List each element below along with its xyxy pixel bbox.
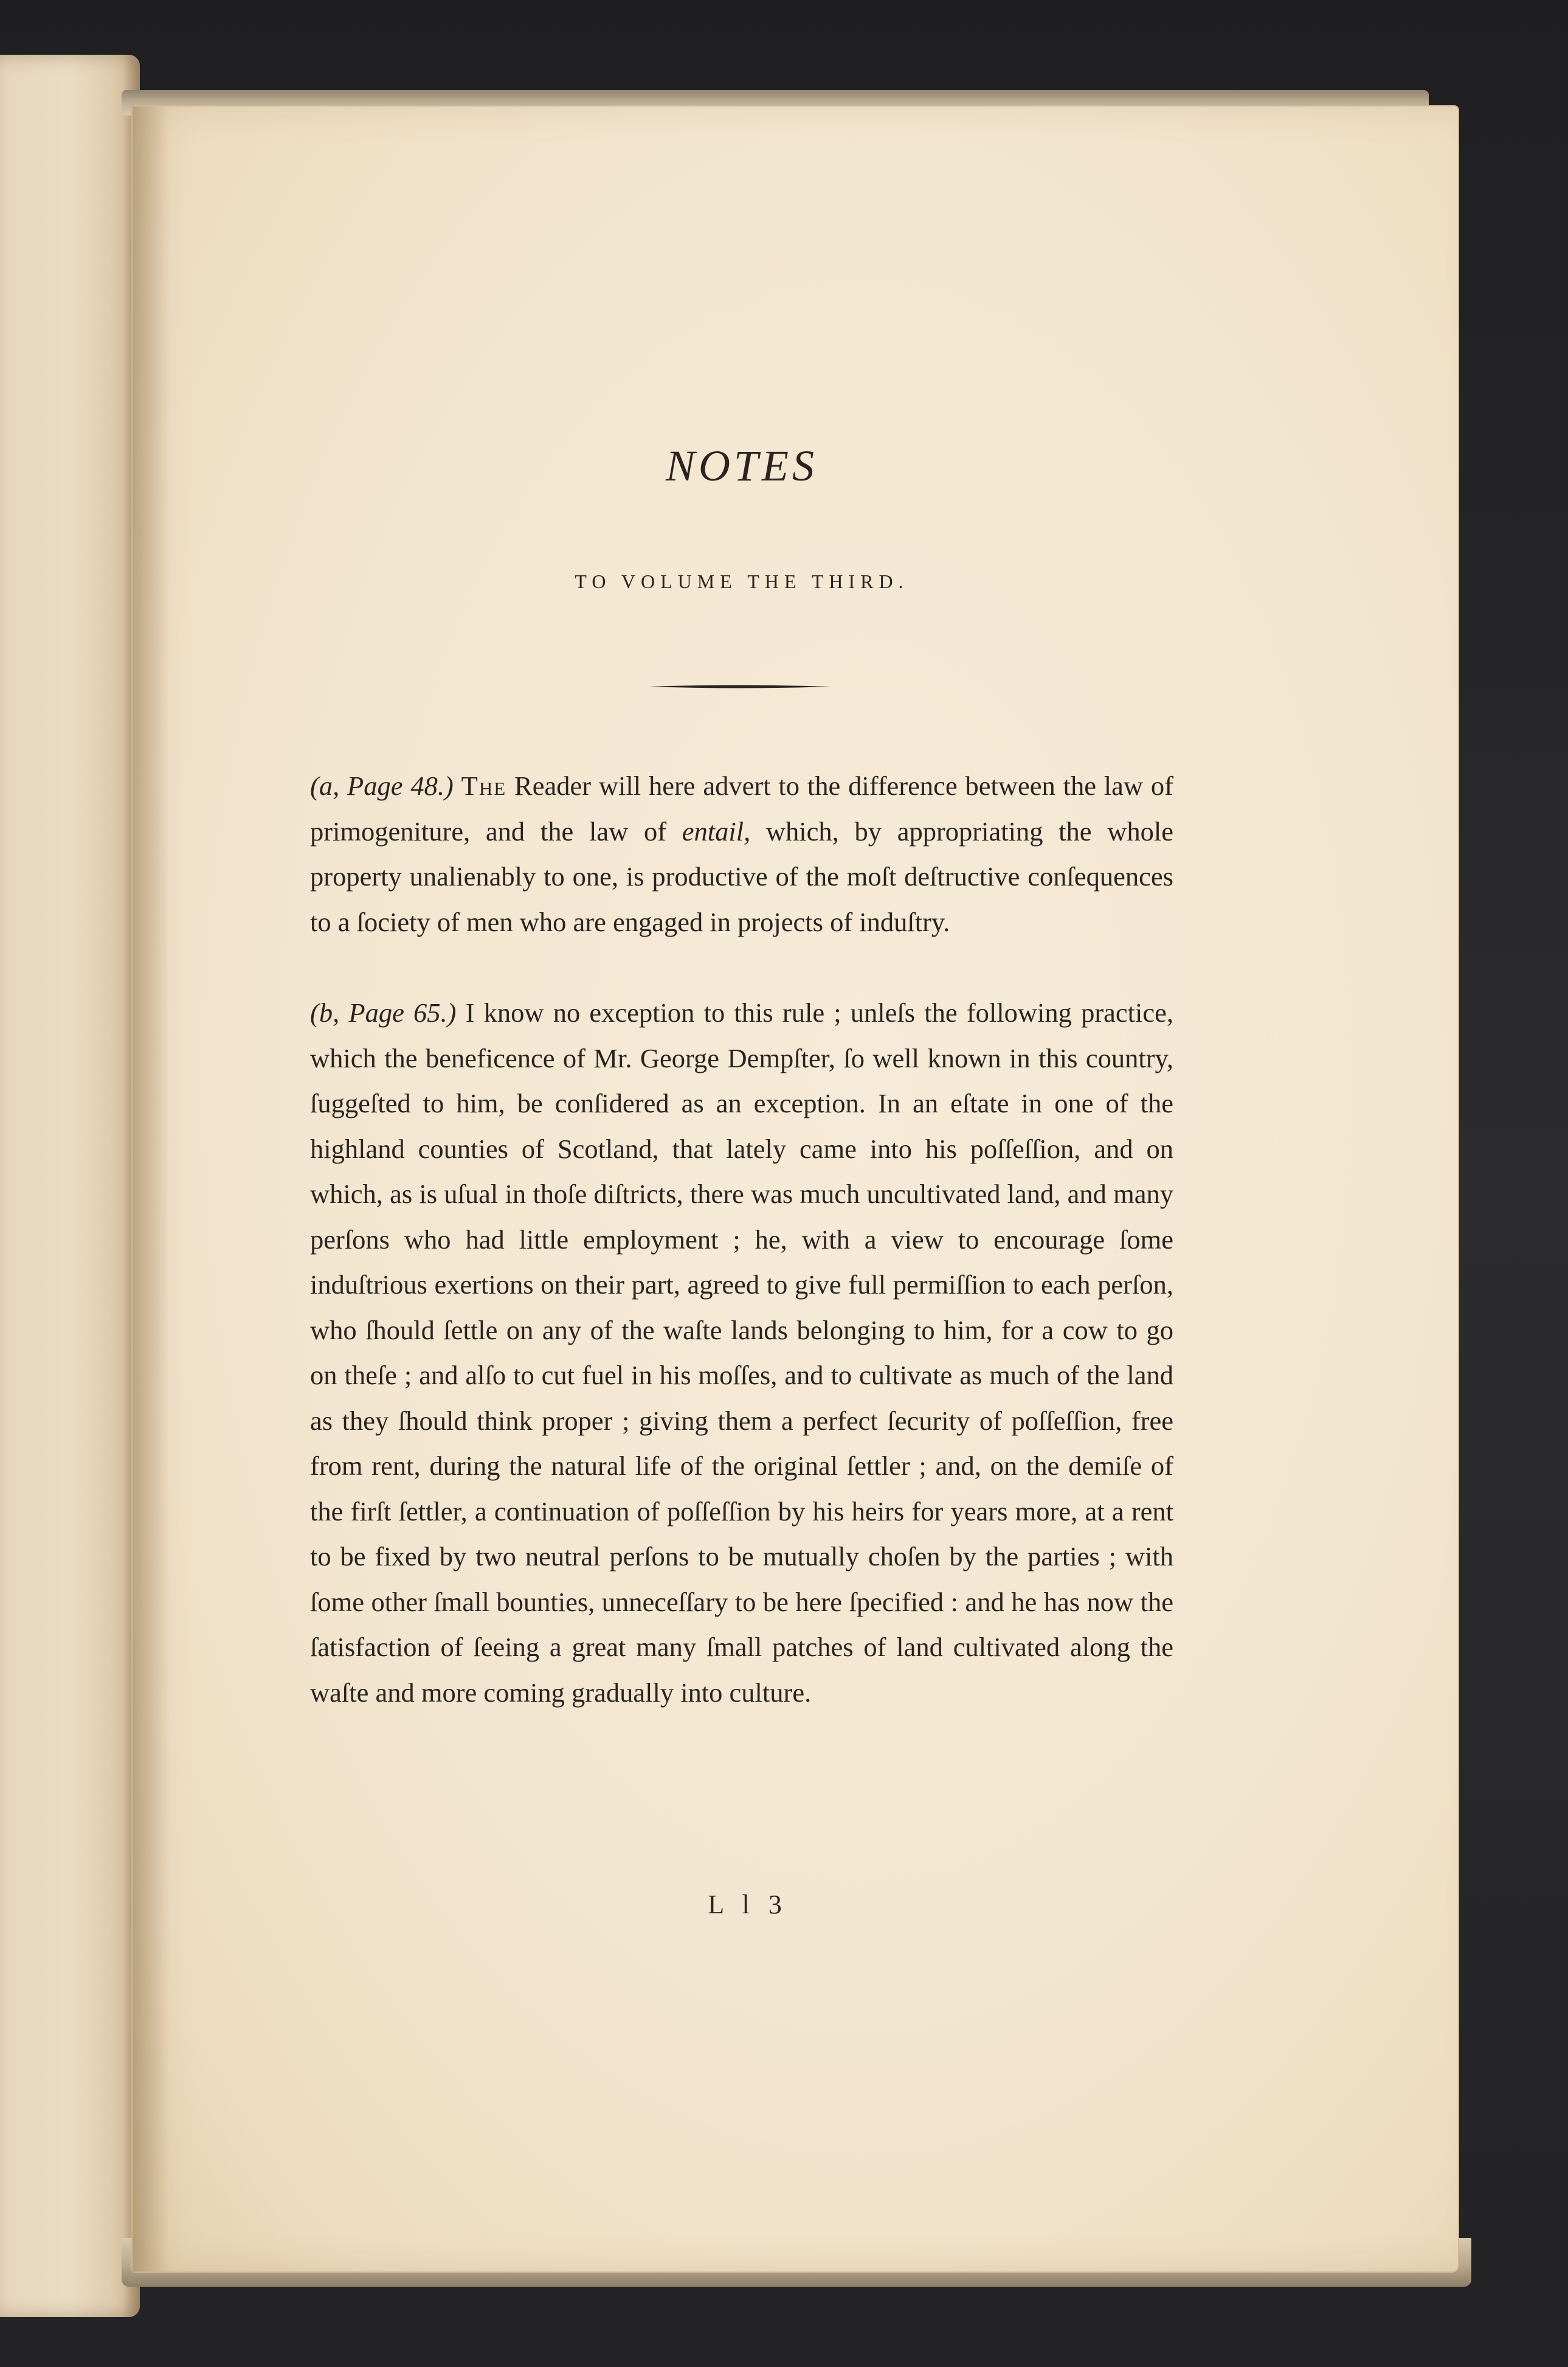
note-a-lead: The — [461, 771, 507, 801]
note-b-text: I know no exception to this rule ; unleſs the following practice, which the beneficence of Mr. George Dempſter, ſo well known in this country, ſuggeſted to him, be conſidered as an exception. In an eſtate in one of the highland counties of Scotland, that lately came into his poſſeſſion, and on which, as is uſual in thoſe diſtricts, there was much uncultivated land, and many perſons who had little employment ; he, with a view to encourage ſome induſtrious exertions on their part, agreed to give full permiſſion to each perſon, who ſhould ſettle on any of the waſte lands belonging to him, for a cow to go on theſe ; and alſo to cut fuel in his moſſes, and to cultivate as much of the land as they ſhould think proper ; giving them a perfect ſecurity of poſſeſſion, free from rent, during the natural life of the original ſettler ; and, on the demiſe of the firſt ſettler, a continuation of poſſeſſion by his heirs for years more, at a rent to be fixed by two neutral perſons to be mutually choſen by the parties ; with ſome other ſmall bounties, unneceſſary to be here ſpecified : and he has now the ſatisfaction of ſeeing a great many ſmall patches of land cultivated along the waſte and more coming gradually into culture. — [310, 997, 1174, 1708]
note-a-reference: (a, Page 48.) — [310, 771, 454, 801]
note-a-text-before: Reader will here advert to the difference between the law of primogeniture, and the law of — [310, 771, 1173, 847]
note-a-emphasis: entail, — [682, 816, 751, 847]
page-gutter-shadow — [133, 106, 169, 2272]
page-title: NOTES — [665, 442, 818, 490]
page-subtitle: TO VOLUME THE THIRD. — [575, 570, 909, 592]
left-page-edge — [0, 55, 140, 2317]
note-b-reference: (b, Page 65.) — [310, 997, 457, 1028]
signature-mark: L l 3 — [708, 1890, 788, 1919]
ornamental-rule — [648, 684, 831, 690]
note-b — [310, 990, 1173, 1715]
note-a — [310, 763, 1173, 944]
note-a-text-after: which, by appropriating the whole property unalienably to one, is productive of the moſt deſtructive conſequences to a ſociety of men who are engaged in projects of induſtry. — [310, 816, 1173, 937]
